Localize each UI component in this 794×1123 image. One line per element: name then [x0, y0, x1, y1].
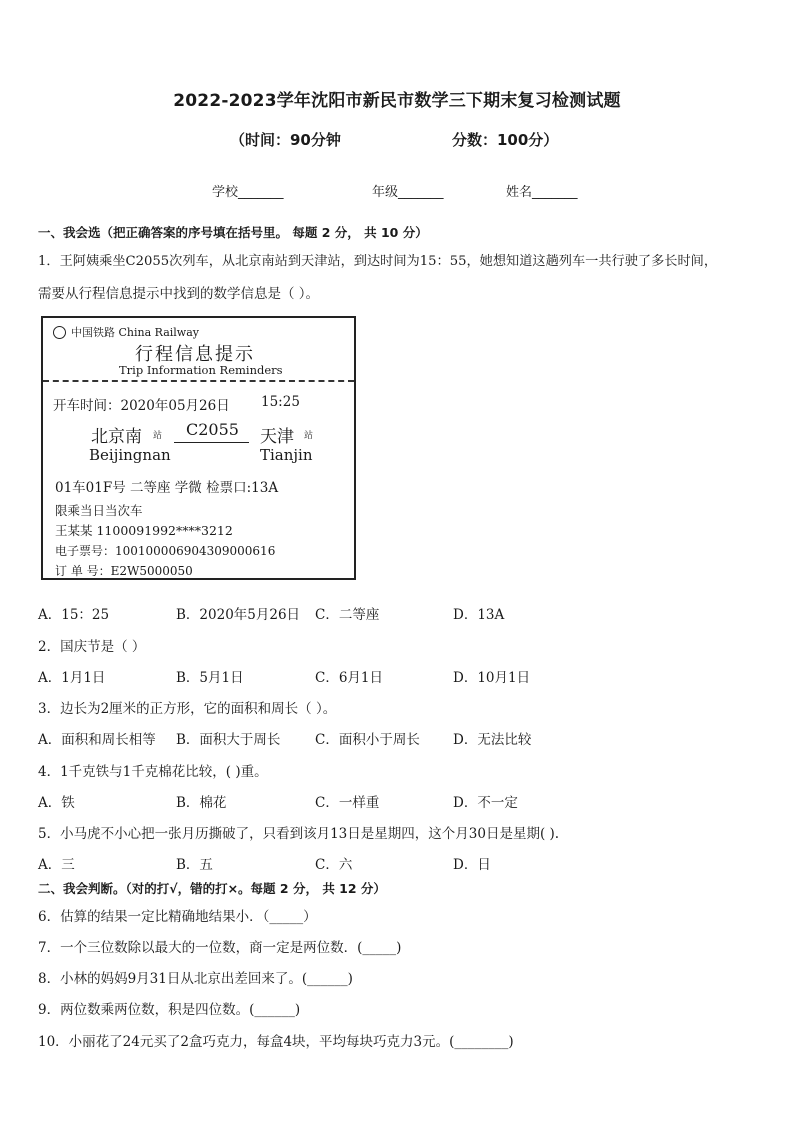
q2-option-b: B．5月1日 [176, 670, 244, 686]
name-field: 姓名_______ [506, 185, 578, 200]
q2-option-a: A．1月1日 [38, 670, 106, 686]
ticket-to-station: 天津 [260, 427, 294, 447]
ticket-limit: 限乘当日当次车 [55, 503, 143, 518]
ticket-from-en: Beijingnan [89, 446, 171, 464]
question-7: 7．一个三位数除以最大的一位数，商一定是两位数．(_____) [38, 940, 402, 956]
section-1-title: 一、我会选（把正确答案的序号填在括号里。 每题 2 分， 共 10 分） [38, 225, 428, 240]
q3-option-c: C．面积小于周长 [315, 732, 420, 748]
ticket-depart-time: 15:25 [261, 394, 300, 410]
ticket-eticket-number: 电子票号：10010000690430900061​6 [55, 544, 276, 558]
page-title: 2022-2023学年沈阳市新民市数学三下期末复习检测试题 [173, 91, 621, 111]
q3-option-a: A．面积和周长相等 [38, 732, 156, 748]
ticket-depart-date: 开车时间：2020年05月26日 [53, 398, 230, 414]
china-railway-logo-icon [53, 326, 66, 339]
q3-option-b: B．面积大于周长 [176, 732, 281, 748]
ticket-order-number: 订 单 号：E2W5000050 [55, 564, 193, 578]
q4-option-c: C．一样重 [315, 795, 380, 811]
ticket-divider [43, 380, 354, 382]
q1-option-d: D．13A [453, 607, 505, 623]
exam-score: 分数：100分） [452, 131, 559, 149]
q5-option-a: A．三 [38, 857, 75, 873]
q5-option-b: B．五 [176, 857, 213, 873]
question-1-line-2: 需要从行程信息提示中找到的数学信息是（ ）。 [38, 286, 320, 302]
ticket-train-number: C2055 [186, 420, 239, 439]
q1-option-c: C．二等座 [315, 607, 380, 623]
q5-option-d: D．日 [453, 857, 491, 873]
q2-option-c: C．6月1日 [315, 670, 384, 686]
q4-option-a: A．铁 [38, 795, 75, 811]
q1-option-a: A．15：25 [38, 607, 110, 623]
question-3: 3．边长为2厘米的正方形，它的面积和周长（ ）。 [38, 701, 337, 717]
ticket-heading-cn: 行程信息提示 [135, 344, 255, 365]
school-field: 学校_______ [212, 185, 284, 200]
grade-field: 年级_______ [372, 185, 444, 200]
question-5: 5．小马虎不小心把一张月历撕破了，只看到该月13日是星期四，这个月30日是星期( ). [38, 826, 560, 842]
question-6: 6．估算的结果一定比精确地结果小．（_____） [38, 909, 317, 925]
ticket-to-en: Tianjin [260, 446, 313, 464]
ticket-from-suffix: 站 [153, 431, 163, 441]
q4-option-d: D．不一定 [453, 795, 518, 811]
ticket-brand: 中国铁路 China Railway [71, 326, 199, 339]
q4-option-b: B．棉花 [176, 795, 227, 811]
trip-info-ticket [41, 316, 356, 580]
exam-time: （时间：90分钟 [230, 131, 341, 149]
question-8: 8．小林的妈妈9月31日从北京出差回来了。(______) [38, 971, 353, 987]
section-2-title: 二、我会判断。（对的打√，错的打×。每题 2 分， 共 12 分） [38, 881, 386, 896]
ticket-seat-info: 01车01F号 二等座 学微 检票口:13A [55, 480, 279, 496]
question-9: 9．两位数乘两位数，积是四位数。(______) [38, 1002, 301, 1018]
q5-option-c: C．六 [315, 857, 353, 873]
question-2: 2．国庆节是（ ） [38, 639, 146, 655]
ticket-heading-en: Trip Information Reminders [119, 363, 283, 377]
ticket-from-station: 北京南 [91, 427, 142, 447]
ticket-to-suffix: 站 [304, 431, 314, 441]
ticket-passenger: 王某某 1100091992****3212 [55, 523, 233, 538]
q3-option-d: D．无法比较 [453, 732, 532, 748]
question-10: 10．小丽花了24元买了2盒巧克力，每盒4块，平均每块巧克力3元。(________) [38, 1034, 514, 1050]
question-4: 4．1千克铁与1千克棉花比较，( )重。 [38, 764, 268, 780]
q2-option-d: D．10月1日 [453, 670, 531, 686]
question-1-line-1: 1．王阿姨乘坐C2055次列车，从北京南站到天津站，到达时间为15：55，她想知道这趟列车一共行驶了多长时间， [38, 254, 718, 269]
q1-option-b: B．2020年5月26日 [176, 607, 301, 623]
